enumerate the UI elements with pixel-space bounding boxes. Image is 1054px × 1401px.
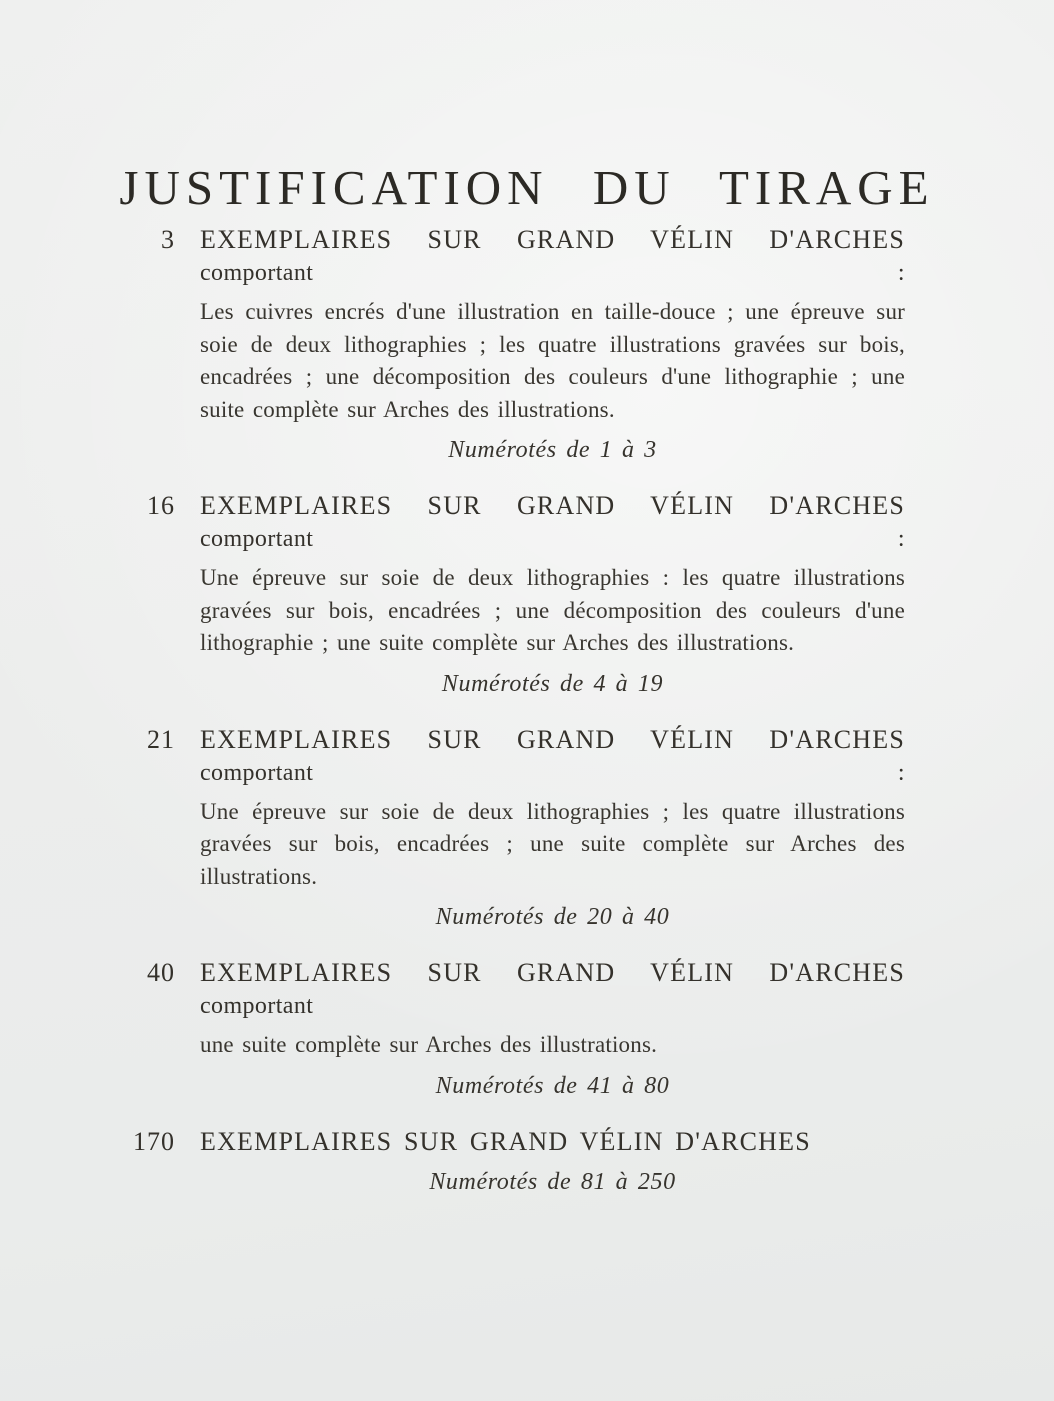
edition-heading-suffix: comportant : [200,260,905,286]
numbering-line: Numérotés de 20 à 40 [435,904,670,930]
edition-heading [200,490,905,555]
copy-count: 40 [147,958,175,987]
edition-entry [105,724,905,933]
edition-heading-suffix: comportant : [200,526,905,552]
page-title: JUSTIFICATION DU TIRAGE [119,159,935,215]
entry-content [200,1126,905,1197]
edition-heading-suffix: comportant : [200,759,905,786]
edition-description: une suite complète sur Arches des illustrations. [200,1032,658,1057]
edition-entry [105,224,905,465]
copy-count: 170 [133,1126,175,1156]
copy-count: 16 [147,491,175,520]
numbering-line: Numérotés de 41 à 80 [435,1072,670,1099]
numbering-line: Numérotés de 1 à 3 [448,437,657,463]
entry-content [200,490,905,699]
edition-entry [105,1126,905,1197]
edition-entry [105,490,905,699]
copy-count: 21 [147,724,175,754]
colophon-entries [105,224,905,1222]
copy-count: 3 [161,225,175,254]
edition-heading-caps: EXEMPLAIRES SUR GRAND VÉLIN D'ARCHES [200,1126,811,1156]
edition-heading [200,957,905,1022]
edition-heading [200,224,905,289]
edition-description: Une épreuve sur soie de deux lithographies ; les quatre illustrations gravées sur bois, encadrées ; une suite complète sur Arches des illustrations. [200,798,905,889]
edition-heading-suffix: comportant [200,993,314,1019]
numbering-line: Numérotés de 81 à 250 [429,1168,676,1195]
edition-heading-caps: EXEMPLAIRES SUR GRAND VÉLIN D'ARCHES [200,958,905,987]
edition-heading [200,1126,905,1158]
entry-content [200,724,905,933]
edition-heading-caps: EXEMPLAIRES SUR GRAND VÉLIN D'ARCHES [200,491,905,520]
edition-heading-caps: EXEMPLAIRES SUR GRAND VÉLIN D'ARCHES [200,225,905,254]
entry-content [200,224,905,465]
edition-heading [200,724,905,789]
entry-content [200,957,905,1101]
edition-heading-caps: EXEMPLAIRES SUR GRAND VÉLIN D'ARCHES [200,724,905,754]
edition-description: Les cuivres encrés d'une illustration en taille-douce ; une épreuve sur soie de deux lithographies ; les quatre illustrations gravées sur bois, encadrées ; une décomposition des couleurs d'une lithographie ; une suite complète sur Arches des illustrations. [200,299,905,422]
edition-description: Une épreuve sur soie de deux lithographies : les quatre illustrations gravées sur bois, encadrées ; une décomposition des couleurs d'une lithographie ; une suite complète sur Arches des illustrations. [200,565,905,655]
edition-entry [105,957,905,1101]
numbering-line: Numérotés de 4 à 19 [441,670,664,697]
